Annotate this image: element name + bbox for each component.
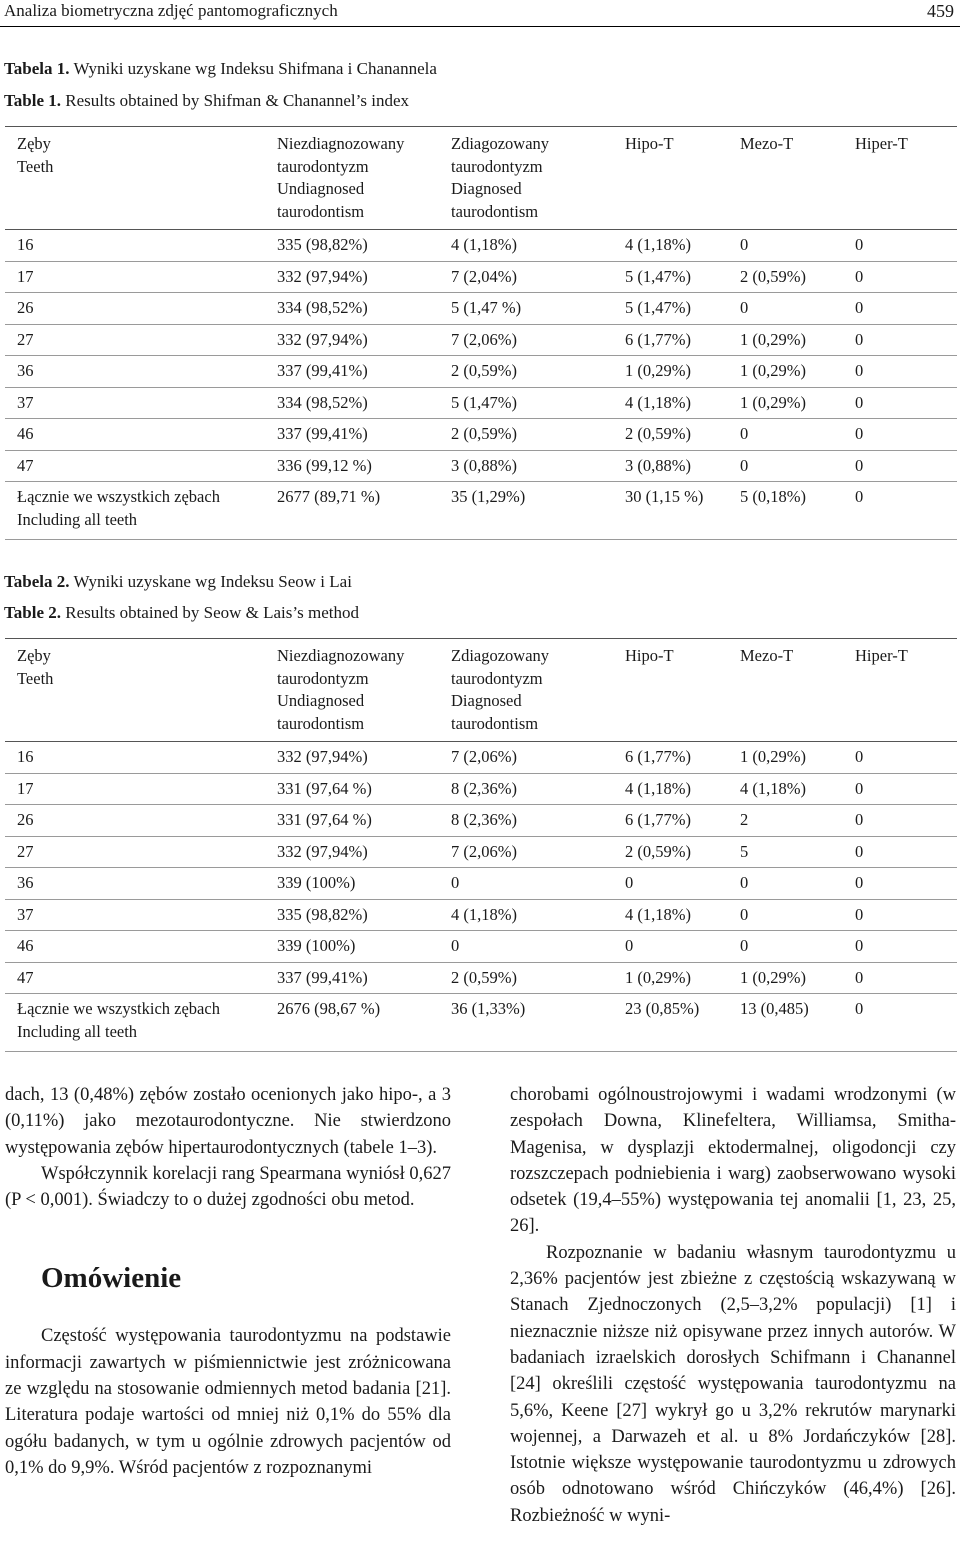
table-cell: 2 (0,59%) — [451, 424, 517, 443]
table-cell: 0 — [855, 841, 864, 861]
table-cell: 0 — [855, 424, 864, 443]
table2-caption-pl — [4, 571, 352, 593]
table-cell: 1 (0,29%) — [740, 329, 806, 349]
table-cell: 2 (0,59%) — [451, 967, 517, 987]
paragraph: chorobami ogólnoustrojowymi i wadami wrodzonymi (w zespołach Downa, Klinefeltera, Williamsa, Smitha-Magenisa, w dysplazji ektodermalnej, oligodoncji czy rozszczepach podniebienia i warg) zaobserwowano wysoki odsetek (19,4–55%) występowania tej anomalii [1, 23, 25, 26]. — [510, 1085, 956, 1237]
table-cell: 1 (0,29%) — [740, 967, 806, 987]
total-cell: 35 (1,29%) — [451, 487, 526, 506]
table-cell: 0 — [855, 392, 864, 412]
table-cell: 27 — [17, 841, 34, 861]
table-cell: 2 (0,59%) — [625, 841, 691, 861]
paragraph: Rozpoznanie w badaniu własnym taurodontyzmu u 2,36% pacjentów jest zbieżne z częstością wskazywaną w Stanach Zjednoczonych (2,5–3,2% populacji) [1] i nieznacznie niższe niż opisywane przez innych autorów. W badaniach izraelskich dorosłych Schifmann i Chanannel [24] określili częstość występowania taurodontyzmu na 5,6%, Keene [27] wykrył go u 3,2% rekrutów marynarki wojennej, a Darwazeh et al. u 8% Jordańczyków [28]. Istotnie większe występowanie taurodontyzmu u zdrowych osób odnotowano wśród Chińczyków (46,4%) [26]. Rozbieżność w wyni- — [510, 1242, 956, 1526]
table-row — [5, 742, 957, 774]
table-cell: 46 — [17, 936, 34, 955]
table-cell: 0 — [740, 455, 749, 475]
total-cell: 30 (1,15 %) — [625, 487, 704, 506]
table1-title-en: Results obtained by Shifman & Chanannel’s index — [61, 91, 410, 110]
table-row — [5, 356, 957, 388]
table-cell: 1 (0,29%) — [740, 361, 806, 380]
table-cell: 36 — [17, 873, 34, 892]
table-cell: 46 — [17, 424, 34, 443]
column-header-line: Mezo-T — [740, 646, 794, 665]
table-header-row — [5, 639, 957, 742]
table-cell: 0 — [740, 904, 749, 924]
column-header-line: Hiper-T — [855, 134, 908, 153]
table-cell: 6 (1,77%) — [625, 810, 691, 829]
table-row — [5, 805, 957, 837]
running-header — [0, 0, 960, 27]
column-header-line: Undiagnosed — [277, 691, 365, 710]
table-cell: 7 (2,06%) — [451, 841, 517, 861]
table1-caption-pl — [4, 58, 437, 80]
table-cell: 1 (0,29%) — [740, 392, 806, 412]
paragraph: Częstość występowania taurodontyzmu na podstawie informacji zawartych w piśmiennictwie jest zróżnicowana ze względu na stosowanie odmiennych metod badania [21]. Literatura podaje wartości od mniej niż 0,1% do 55% dla ogółu badanych, w tym u ogólnie zdrowych pacjentów od 0,1% do 9,9%. Wśród pacjentów z rozpoznanymi — [5, 1326, 451, 1478]
table2-label-en: Table 2. — [4, 603, 62, 622]
column-header-line: taurodontyzm — [451, 156, 543, 176]
column-header-line: Zęby — [17, 646, 51, 665]
table2-caption-en — [4, 602, 359, 624]
total-cell: 5 (0,18%) — [740, 487, 806, 506]
table-cell: 0 — [451, 936, 460, 955]
column-header-line: Hiper-T — [855, 646, 908, 665]
table-row — [5, 261, 957, 293]
table-row — [5, 773, 957, 805]
table-cell: 0 — [855, 298, 864, 317]
table-cell: 47 — [17, 455, 34, 475]
table-cell: 0 — [625, 873, 634, 892]
table-cell: 37 — [17, 392, 34, 412]
table-cell: 0 — [855, 455, 864, 475]
table-row — [5, 419, 957, 451]
table-cell: 7 (2,06%) — [451, 329, 517, 349]
table-cell: 335 (98,82%) — [277, 904, 368, 924]
table1 — [5, 126, 957, 540]
table-cell: 1 (0,29%) — [625, 967, 691, 987]
table-row — [5, 230, 957, 262]
column-header-line: taurodontism — [451, 713, 539, 733]
table-cell: 332 (97,94%) — [277, 841, 368, 861]
table-cell: 5 — [740, 841, 749, 861]
table-cell: 336 (99,12 %) — [277, 455, 372, 475]
table-cell: 4 (1,18%) — [451, 904, 517, 924]
column-header-line: Diagnosed — [451, 179, 522, 198]
column-header-line: Diagnosed — [451, 691, 522, 710]
table-cell: 0 — [855, 329, 864, 349]
table-cell: 0 — [740, 424, 749, 443]
column-header-line: Hipo-T — [625, 134, 674, 153]
total-label-en: Including all teeth — [17, 509, 138, 529]
table-cell: 332 (97,94%) — [277, 747, 368, 766]
table2-title-pl: Wyniki uzyskane wg Indeksu Seow i Lai — [69, 572, 352, 591]
table-row — [5, 836, 957, 868]
table-cell: 26 — [17, 810, 34, 829]
table-cell: 339 (100%) — [277, 873, 356, 892]
total-cell: 23 (0,85%) — [625, 999, 700, 1018]
table-cell: 7 (2,06%) — [451, 747, 517, 766]
page-number: 459 — [927, 1, 954, 21]
table-cell: 8 (2,36%) — [451, 810, 517, 829]
table-cell: 27 — [17, 329, 34, 349]
table-cell: 331 (97,64 %) — [277, 810, 372, 829]
total-cell: 0 — [855, 999, 864, 1018]
column-header-line: Niezdiagnozowany — [277, 134, 405, 153]
table-cell: 4 (1,18%) — [740, 778, 806, 798]
table-cell: 26 — [17, 298, 34, 317]
table1-label-pl: Tabela 1. — [4, 59, 70, 78]
table-cell: 0 — [451, 873, 460, 892]
table-total-row — [5, 994, 957, 1052]
table-cell: 335 (98,82%) — [277, 235, 368, 254]
column-header-line: taurodontyzm — [451, 668, 543, 688]
table-cell: 0 — [740, 936, 749, 955]
column-header — [5, 639, 265, 742]
table-row — [5, 387, 957, 419]
column-header-line: Teeth — [17, 156, 54, 176]
table-cell: 6 (1,77%) — [625, 747, 691, 766]
column-header — [5, 127, 265, 230]
column-header-line: Zdiagozowany — [451, 646, 550, 665]
column-header — [728, 127, 843, 230]
table-row — [5, 899, 957, 931]
table2 — [5, 638, 957, 1052]
table-cell: 0 — [855, 873, 864, 892]
table-row — [5, 450, 957, 482]
total-cell: 2676 (98,67 %) — [277, 999, 381, 1018]
column-header — [613, 639, 728, 742]
table-cell: 4 (1,18%) — [625, 235, 691, 254]
column-header — [265, 127, 439, 230]
paragraph: Współczynnik korelacji rang Spearmana wyniósł 0,627 (P < 0,001). Świadczy to o dużej zgodności obu metod. — [5, 1163, 451, 1211]
column-header-line: Undiagnosed — [277, 179, 365, 198]
table-cell: 331 (97,64 %) — [277, 778, 372, 798]
column-header-line: taurodontism — [277, 713, 365, 733]
table-cell: 337 (99,41%) — [277, 967, 368, 987]
text-column-left — [5, 1082, 451, 1481]
table-row — [5, 868, 957, 900]
table-cell: 339 (100%) — [277, 936, 356, 955]
table-cell: 337 (99,41%) — [277, 361, 368, 380]
table-cell: 36 — [17, 361, 34, 380]
total-cell: 2677 (89,71 %) — [277, 487, 381, 506]
table-cell: 0 — [855, 747, 864, 766]
table-cell: 7 (2,04%) — [451, 266, 517, 286]
table-cell: 16 — [17, 747, 34, 766]
column-header-line: Hipo-T — [625, 646, 674, 665]
table-cell: 5 (1,47 %) — [451, 298, 522, 317]
table2-body — [5, 639, 957, 1052]
table-cell: 0 — [855, 936, 864, 955]
table-cell: 1 (0,29%) — [740, 747, 806, 766]
column-header-line: taurodontyzm — [277, 668, 369, 688]
text-column-right — [510, 1082, 956, 1529]
table-cell: 334 (98,52%) — [277, 298, 368, 317]
table-cell: 4 (1,18%) — [451, 235, 517, 254]
table-cell: 3 (0,88%) — [451, 455, 517, 475]
column-header-line: Niezdiagnozowany — [277, 646, 405, 665]
table1-body — [5, 127, 957, 540]
table-cell: 8 (2,36%) — [451, 778, 517, 798]
table-header-row — [5, 127, 957, 230]
column-header-line: taurodontyzm — [277, 156, 369, 176]
total-label — [5, 994, 265, 1052]
table-cell: 6 (1,77%) — [625, 329, 691, 349]
column-header-line: taurodontism — [451, 201, 539, 221]
table-cell: 37 — [17, 904, 34, 924]
table-cell: 332 (97,94%) — [277, 329, 368, 349]
table-cell: 332 (97,94%) — [277, 266, 368, 286]
total-cell: 13 (0,485) — [740, 999, 809, 1018]
table-cell: 4 (1,18%) — [625, 778, 691, 798]
table-total-row — [5, 482, 957, 540]
column-header — [843, 127, 957, 230]
table-cell: 5 (1,47%) — [451, 392, 517, 412]
table-cell: 3 (0,88%) — [625, 455, 691, 475]
table-row — [5, 324, 957, 356]
table-cell: 337 (99,41%) — [277, 424, 368, 443]
column-header-line: Zęby — [17, 134, 51, 153]
table-cell: 0 — [740, 873, 749, 892]
column-header-line: Zdiagozowany — [451, 134, 550, 153]
column-header-line: Teeth — [17, 668, 54, 688]
table-row — [5, 962, 957, 994]
table-cell: 17 — [17, 778, 34, 798]
column-header — [439, 639, 613, 742]
table-cell: 4 (1,18%) — [625, 392, 691, 412]
column-header — [728, 639, 843, 742]
column-header — [843, 639, 957, 742]
table1-label-en: Table 1. — [4, 91, 62, 110]
table-row — [5, 931, 957, 963]
table-cell: 1 (0,29%) — [625, 361, 691, 380]
column-header — [613, 127, 728, 230]
column-header-line: Mezo-T — [740, 134, 794, 153]
column-header — [265, 639, 439, 742]
table-cell: 0 — [855, 778, 864, 798]
table-cell: 47 — [17, 967, 34, 987]
running-title: Analiza biometryczna zdjęć pantomograficznych — [4, 1, 338, 20]
total-cell: 0 — [855, 487, 864, 506]
total-cell: 36 (1,33%) — [451, 999, 526, 1018]
table-row — [5, 293, 957, 325]
table-cell: 2 (0,59%) — [625, 424, 691, 443]
table-cell: 16 — [17, 235, 34, 254]
table1-caption-en — [4, 90, 409, 112]
table2-label-pl: Tabela 2. — [4, 572, 70, 591]
table-cell: 0 — [855, 361, 864, 380]
table-cell: 0 — [855, 266, 864, 286]
table-cell: 2 (0,59%) — [740, 266, 806, 286]
table-cell: 0 — [625, 936, 634, 955]
paragraph: dach, 13 (0,48%) zębów zostało ocenionych jako hipo-, a 3 (0,11%) jako mezotaurodontyczne. Nie stwierdzono występowania zębów hipertaurodontycznych (tabele 1–3). — [5, 1085, 451, 1158]
total-label-pl: Łącznie we wszystkich zębach — [17, 487, 220, 506]
table-cell: 334 (98,52%) — [277, 392, 368, 412]
table-cell: 2 (0,59%) — [451, 361, 517, 380]
table-cell: 5 (1,47%) — [625, 266, 691, 286]
table-cell: 0 — [855, 810, 864, 829]
table-cell: 17 — [17, 266, 34, 286]
table-cell: 4 (1,18%) — [625, 904, 691, 924]
table-cell: 0 — [740, 298, 749, 317]
column-header — [439, 127, 613, 230]
table-cell: 0 — [740, 235, 749, 254]
table-cell: 0 — [855, 967, 864, 987]
total-label-en: Including all teeth — [17, 1021, 138, 1041]
table2-title-en: Results obtained by Seow & Lais’s method — [61, 603, 359, 622]
table-cell: 5 (1,47%) — [625, 298, 691, 317]
column-header-line: taurodontism — [277, 201, 365, 221]
table1-title-pl: Wyniki uzyskane wg Indeksu Shifmana i Chanannela — [69, 59, 437, 78]
section-heading: Omówienie — [41, 1262, 182, 1295]
table-cell: 0 — [855, 904, 864, 924]
table-cell: 0 — [855, 235, 864, 254]
total-label-pl: Łącznie we wszystkich zębach — [17, 999, 220, 1018]
total-label — [5, 482, 265, 540]
table-cell: 2 — [740, 810, 749, 829]
